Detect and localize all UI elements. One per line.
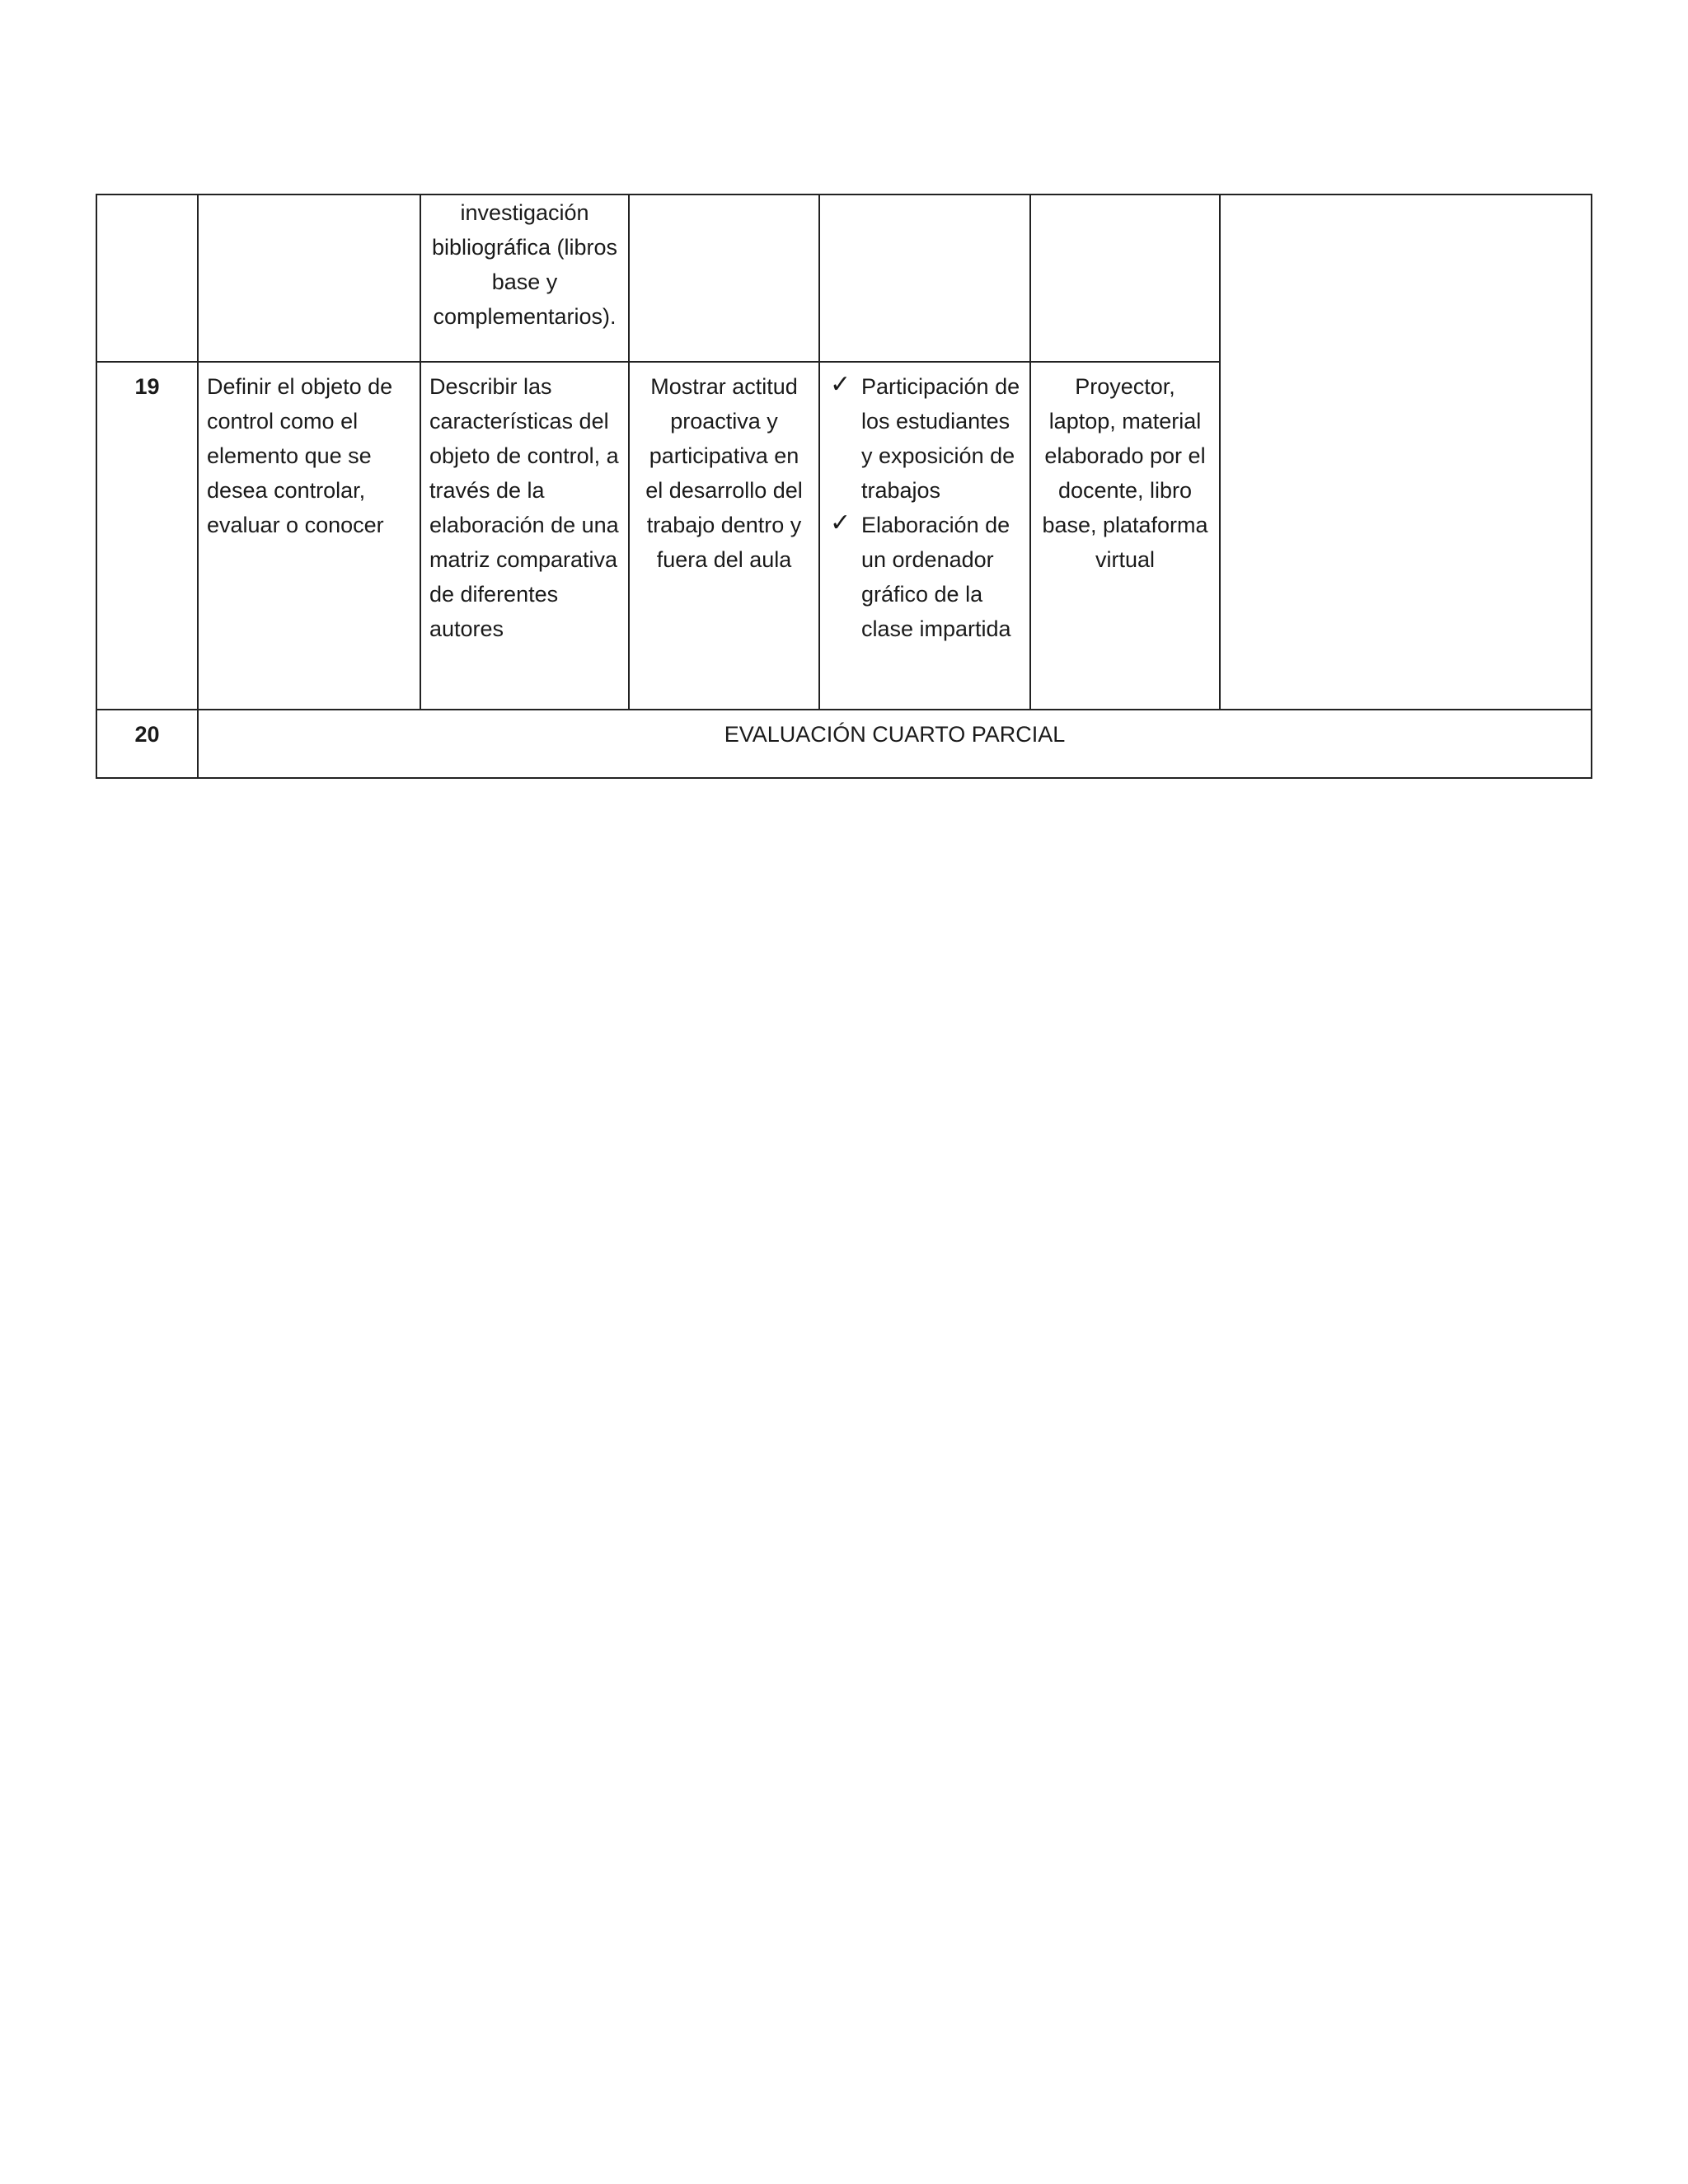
cell-resources-empty (1030, 194, 1220, 362)
objective-cell: Definir el objeto de control como el elemento que se desea controlar, evaluar o conocer (198, 362, 420, 710)
attitude-cell: Mostrar actitud proactiva y participativa en el desarrollo del trabajo dentro y fuera del aula (629, 362, 819, 710)
cell-attitude-empty (629, 194, 819, 362)
week-number: 20 (96, 710, 198, 778)
lesson-plan-table (96, 194, 1592, 779)
evaluation-cell (819, 362, 1030, 710)
list-item (828, 508, 1021, 646)
evaluation-item-text: Elaboración de un ordenador gráfico de la clase impartida (861, 513, 1011, 641)
list-item (828, 369, 1021, 508)
cell-evaluation-empty (819, 194, 1030, 362)
evaluation-item-text: Participación de los estudiantes y exposición de trabajos (861, 374, 1020, 503)
cell-objective-empty (198, 194, 420, 362)
cell-strategy-continuation: investigación bibliográfica (libros base y complementarios). (420, 194, 629, 362)
checkmark-icon: ✓ (830, 371, 851, 398)
week-number: 19 (96, 362, 198, 710)
checkmark-icon: ✓ (830, 509, 851, 537)
table-row-week-20 (96, 710, 1592, 778)
table-row-continuation (96, 194, 1592, 362)
resources-cell: Proyector, laptop, material elaborado por el docente, libro base, plataforma virtual (1030, 362, 1220, 710)
procedure-cell: Describir las características del objeto de control, a través de la elaboración de una matriz comparativa de diferentes autores (420, 362, 629, 710)
cell-observations (1220, 194, 1592, 710)
evaluation-list (828, 369, 1021, 646)
partial-exam-label: EVALUACIÓN CUARTO PARCIAL (198, 710, 1592, 778)
cell-week-empty (96, 194, 198, 362)
